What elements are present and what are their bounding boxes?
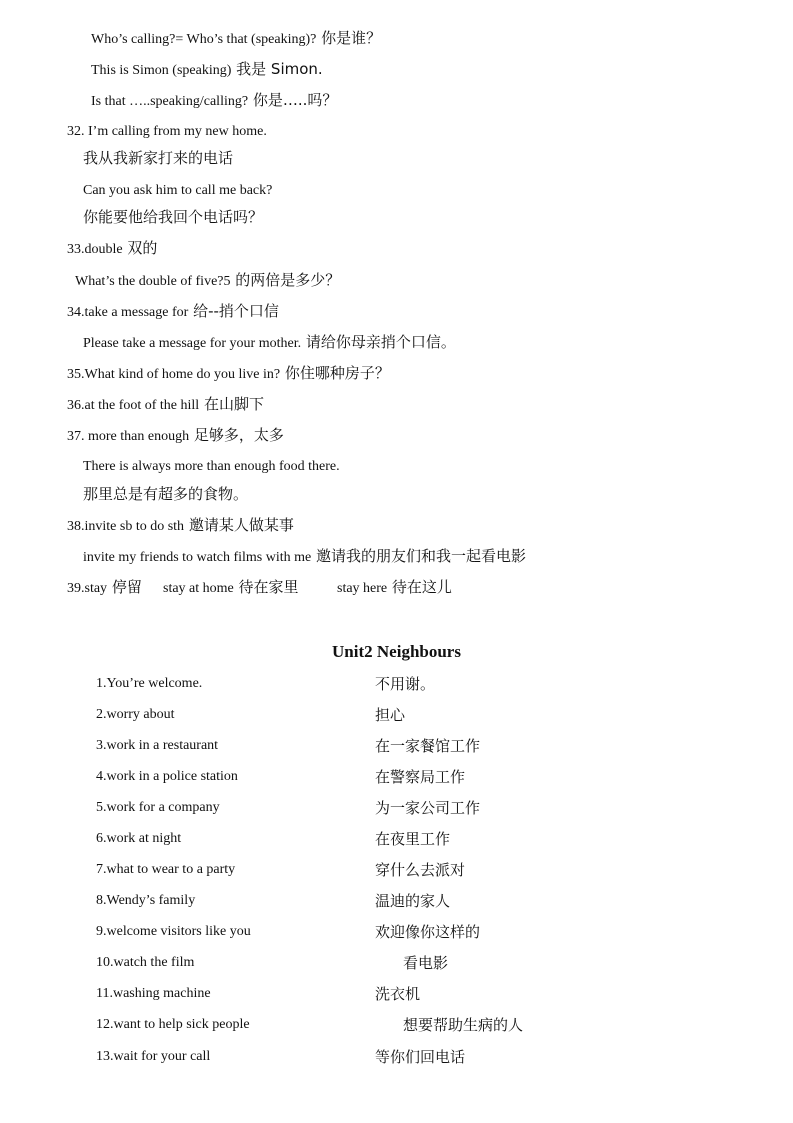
vocab-zh: 在一家餐馆工作	[375, 737, 481, 755]
note-en: 33.double	[67, 242, 123, 257]
vocab-row	[0, 1015, 793, 1037]
note-en: 34.take a message for	[67, 305, 189, 320]
vocab-zh: 等你们回电话	[375, 1048, 466, 1066]
note-line	[75, 271, 340, 291]
note-en: 32. I’m calling from my new home.	[67, 124, 267, 139]
vocab-zh: 在警察局工作	[375, 768, 466, 786]
vocab-zh: 穿什么去派对	[375, 861, 466, 879]
note-line	[83, 547, 526, 567]
note-line	[83, 456, 340, 476]
note-zh: 足够多，太多	[189, 426, 284, 444]
note-zh: 你是…..吗？	[248, 91, 338, 109]
vocab-en: 2.worry about	[96, 707, 175, 722]
note-zh: 在山脚下	[199, 395, 264, 413]
note-line	[67, 395, 264, 415]
vocab-en: 3.work in a restaurant	[96, 738, 219, 753]
note-en: There is always more than enough food there.	[83, 459, 340, 474]
note-line	[83, 485, 248, 505]
note-line	[67, 516, 294, 536]
vocab-row	[0, 736, 793, 758]
note-line	[91, 29, 381, 49]
note-zh: 我是 Simon.	[231, 60, 323, 78]
note-zh: 你能要他给我回个电话吗？	[83, 208, 264, 226]
note-en: 36.at the foot of the hill	[67, 398, 200, 413]
vocab-en: 1.You’re welcome.	[96, 676, 203, 691]
note-zh: 邀请我的朋友们和我一起看电影	[311, 547, 527, 565]
unit-title: Unit2 Neighbours	[332, 642, 461, 661]
note-en: invite my friends to watch films with me	[83, 550, 312, 565]
vocab-en: 8.Wendy’s family	[96, 893, 196, 908]
vocab-en: 13.wait for your call	[96, 1049, 211, 1064]
vocab-zh: 为一家公司工作	[375, 799, 481, 817]
vocab-row	[0, 953, 793, 975]
note-zh: 你住哪种房子？	[280, 364, 390, 382]
vocab-row	[0, 674, 793, 696]
vocab-zh: 不用谢。	[375, 675, 436, 693]
vocab-row	[0, 798, 793, 820]
note-line	[91, 91, 337, 111]
note-en: stay at home	[163, 581, 234, 596]
vocab-row	[0, 1047, 793, 1069]
note-zh: 待在这儿	[387, 578, 452, 596]
note-line	[91, 60, 323, 80]
note-zh: 请给你母亲捎个口信。	[301, 333, 456, 351]
note-zh: 给--捎个口信	[188, 302, 279, 320]
note-en: Is that …..speaking/calling?	[91, 94, 249, 109]
vocab-zh: 看电影	[403, 954, 449, 972]
vocab-row	[0, 860, 793, 882]
note-line	[67, 302, 279, 322]
note-line	[163, 578, 299, 598]
note-zh: 的两倍是多少？	[230, 271, 341, 289]
vocab-row	[0, 891, 793, 913]
note-en: Please take a message for your mother.	[83, 336, 302, 351]
vocab-zh: 欢迎像你这样的	[375, 923, 481, 941]
note-zh: 停留	[107, 578, 142, 596]
vocab-en: 7.what to wear to a party	[96, 862, 236, 877]
vocab-zh: 温迪的家人	[375, 892, 451, 910]
note-line	[67, 121, 267, 141]
note-line	[83, 208, 263, 228]
note-line	[83, 180, 272, 200]
note-line	[83, 333, 456, 353]
vocab-row	[0, 705, 793, 727]
note-line	[67, 239, 157, 259]
vocab-row	[0, 767, 793, 789]
vocab-row	[0, 984, 793, 1006]
note-en: 37. more than enough	[67, 429, 190, 444]
note-line	[337, 578, 452, 598]
vocab-en: 4.work in a police station	[96, 769, 238, 784]
note-en: What’s the double of five?5	[75, 274, 231, 289]
note-zh: 双的	[122, 239, 158, 257]
note-en: 38.invite sb to do sth	[67, 519, 185, 534]
note-line	[67, 578, 142, 598]
vocab-en: 12.want to help sick people	[96, 1017, 250, 1032]
note-en: This is Simon (speaking)	[91, 63, 232, 78]
note-zh: 那里总是有超多的食物。	[83, 485, 249, 503]
note-en: 39.stay	[67, 581, 108, 596]
note-line	[83, 149, 233, 169]
note-en: 35.What kind of home do you live in?	[67, 367, 281, 382]
vocab-en: 9.welcome visitors like you	[96, 924, 251, 939]
note-en: Who’s calling?= Who’s that (speaking)?	[91, 32, 317, 47]
note-line	[67, 426, 284, 446]
note-en: stay here	[337, 581, 388, 596]
vocab-zh: 担心	[375, 706, 406, 724]
note-zh: 你是谁？	[316, 29, 382, 47]
note-zh: 待在家里	[233, 578, 299, 596]
vocab-row	[0, 829, 793, 851]
vocab-row	[0, 922, 793, 944]
vocab-zh: 在夜里工作	[375, 830, 451, 848]
vocab-en: 11.washing machine	[96, 986, 211, 1001]
vocab-zh: 洗衣机	[375, 985, 421, 1003]
note-en: Can you ask him to call me back?	[83, 183, 273, 198]
vocab-en: 10.watch the film	[96, 955, 195, 970]
note-line	[67, 364, 390, 384]
vocab-zh: 想要帮助生病的人	[403, 1016, 524, 1034]
vocab-en: 5.work for a company	[96, 800, 220, 815]
note-zh: 我从我新家打来的电话	[83, 149, 234, 167]
note-zh: 邀请某人做某事	[184, 516, 294, 534]
vocab-en: 6.work at night	[96, 831, 182, 846]
